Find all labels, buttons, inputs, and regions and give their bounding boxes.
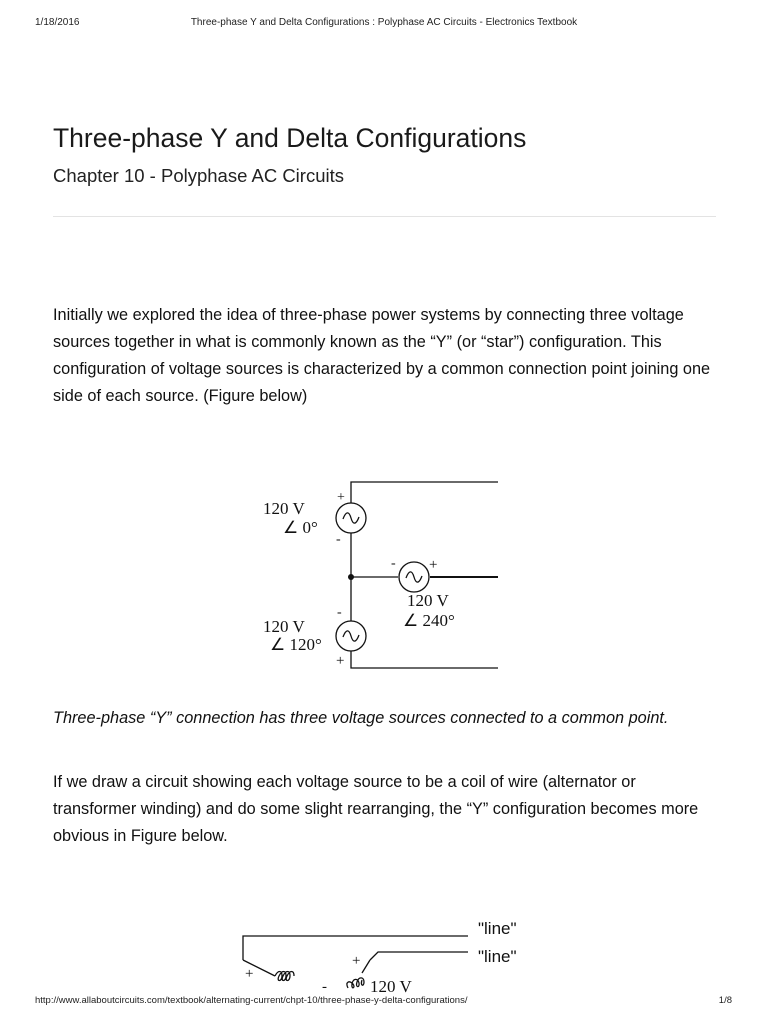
- top-plus: +: [337, 490, 345, 505]
- intro-paragraph: Initially we explored the idea of three-phase power systems by connecting three voltage sources together in what is commonly known as the “Y” (or “star”) configuration. This configuration of voltage sources is characterized by a common connection point joining one side of each source. (Figure below): [53, 306, 711, 405]
- coil-1-icon: [275, 972, 294, 981]
- coil-2-icon: [347, 978, 364, 988]
- coil-figure-partial: [230, 908, 550, 996]
- page-url: http://www.allaboutcircuits.com/textbook/alternating-current/chpt-10/three-phase-y-delta-configurations/: [35, 995, 468, 1006]
- right-minus: -: [391, 556, 396, 571]
- right-sine-icon: [406, 572, 422, 582]
- figure-caption: Three-phase “Y” connection has three voltage sources connected to a common point.: [53, 709, 669, 727]
- top-minus: -: [336, 532, 341, 547]
- common-junction-dot: [348, 574, 354, 580]
- right-plus: +: [429, 557, 438, 573]
- print-document-title: Three-phase Y and Delta Configurations : Polyphase AC Circuits - Electronics Textbook: [190, 17, 578, 28]
- line-label-1: "line": [478, 919, 517, 938]
- line-label-2: "line": [478, 947, 517, 966]
- title-divider: [53, 216, 716, 217]
- right-angle: ∠ 240°: [403, 611, 455, 630]
- top-sine-icon: [343, 513, 359, 523]
- chapter-subtitle: Chapter 10 - Polyphase AC Circuits: [53, 165, 344, 186]
- line-wire-2: [370, 952, 468, 960]
- print-date: 1/18/2016: [35, 17, 80, 28]
- coil-minus: -: [322, 979, 327, 995]
- print-footer: [0, 995, 768, 1009]
- print-header: [0, 17, 768, 31]
- top-angle: ∠ 0°: [283, 518, 318, 537]
- bottom-angle: ∠ 120°: [270, 635, 322, 654]
- coil-2-voltage: 120 V: [370, 977, 412, 996]
- bottom-minus: -: [337, 605, 342, 620]
- top-wire: [351, 482, 498, 503]
- coil-2-lead: [362, 960, 370, 973]
- page-title: Three-phase Y and Delta Configurations: [53, 123, 527, 153]
- bottom-wire: [351, 651, 498, 668]
- bottom-plus: +: [336, 653, 345, 669]
- bottom-sine-icon: [343, 631, 359, 641]
- bottom-voltage: 120 V: [263, 617, 305, 636]
- coil-2-plus: +: [352, 953, 361, 969]
- top-voltage: 120 V: [263, 499, 305, 518]
- y-connection-figure: [250, 470, 510, 680]
- page-number: 1/8: [718, 995, 732, 1006]
- right-voltage: 120 V: [407, 591, 449, 610]
- second-paragraph: If we draw a circuit showing each voltage source to be a coil of wire (alternator or transformer winding) and do some slight rearranging, the “Y” configuration becomes more obvious in Figure below.: [53, 773, 699, 845]
- coil-1-plus: +: [245, 966, 254, 982]
